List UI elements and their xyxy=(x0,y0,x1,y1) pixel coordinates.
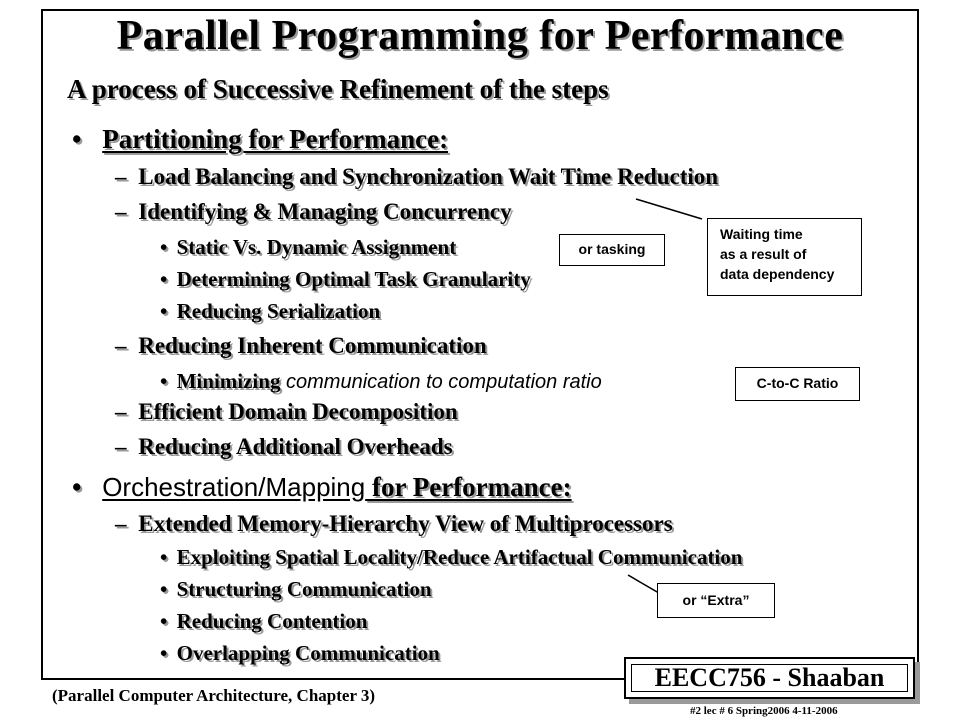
inherent-communication-text: Reducing Inherent Communication xyxy=(138,333,487,358)
dot: • xyxy=(160,545,168,569)
callout-tasking xyxy=(559,234,665,266)
minimizing-text: Minimizing xyxy=(176,369,281,393)
structuring-text: Structuring Communication xyxy=(176,577,432,601)
callout-tasking-text: or tasking xyxy=(578,241,646,257)
load-balancing-text: Load Balancing and Synchronization Wait Time Reduction xyxy=(138,164,719,189)
course-badge xyxy=(624,657,915,699)
spatial-locality-text: Exploiting Spatial Locality/Reduce Artifactual Communication xyxy=(176,545,743,569)
waiting-connector xyxy=(636,199,702,219)
dash: – xyxy=(115,511,127,536)
callout-extra xyxy=(657,583,775,618)
bullet-dot: • xyxy=(72,124,82,154)
course-badge-text: EECC756 - Shaaban xyxy=(654,663,885,692)
serialization-text: Reducing Serialization xyxy=(176,299,381,323)
contention-text: Reducing Contention xyxy=(176,609,368,633)
callout-line: as a result of xyxy=(720,246,807,262)
dot: • xyxy=(160,369,168,393)
callout-ratio-text: C-to-C Ratio xyxy=(756,375,839,391)
slide-title: Parallel Programming for Performance xyxy=(116,13,844,59)
dot: • xyxy=(160,299,168,323)
callout-line: Waiting time xyxy=(720,226,803,242)
dash: – xyxy=(115,434,127,459)
additional-overheads-text: Reducing Additional Overheads xyxy=(138,434,453,459)
callout-ratio xyxy=(735,367,860,401)
dot: • xyxy=(160,609,168,633)
dot: • xyxy=(160,267,168,291)
course-badge-inner-border xyxy=(631,664,908,692)
granularity-text: Determining Optimal Task Granularity xyxy=(176,267,531,291)
memory-hierarchy-text: Extended Memory-Hierarchy View of Multiprocessors xyxy=(138,511,673,536)
orchestration-heading-plain: Orchestration/Mapping xyxy=(102,472,366,502)
slide-subtitle: A process of Successive Refinement of the steps xyxy=(67,74,609,104)
minimizing-rest: communication to computation ratio xyxy=(280,371,602,393)
orchestration-heading-bold: for Performance: xyxy=(365,472,572,502)
partitioning-heading: Partitioning for Performance: xyxy=(102,124,449,154)
reference-citation: (Parallel Computer Architecture, Chapter 3) xyxy=(52,686,376,705)
dash: – xyxy=(115,199,127,224)
concurrency-text: Identifying & Managing Concurrency xyxy=(138,199,512,224)
callout-extra-text: or “Extra” xyxy=(682,592,750,608)
static-text: Static Vs. Dynamic Assignment xyxy=(176,235,457,259)
callout-line: data dependency xyxy=(720,266,835,282)
dash: – xyxy=(115,333,127,358)
overlapping-text: Overlapping Communication xyxy=(176,641,440,665)
callout-waiting-time xyxy=(707,218,862,296)
domain-decomposition-text: Efficient Domain Decomposition xyxy=(138,399,458,424)
dot: • xyxy=(160,641,168,665)
dash: – xyxy=(115,399,127,424)
dash: – xyxy=(115,164,127,189)
bullet-dot: • xyxy=(72,472,82,502)
dot: • xyxy=(160,577,168,601)
dot: • xyxy=(160,235,168,259)
slide-info: #2 lec # 6 Spring2006 4-11-2006 xyxy=(690,705,838,717)
